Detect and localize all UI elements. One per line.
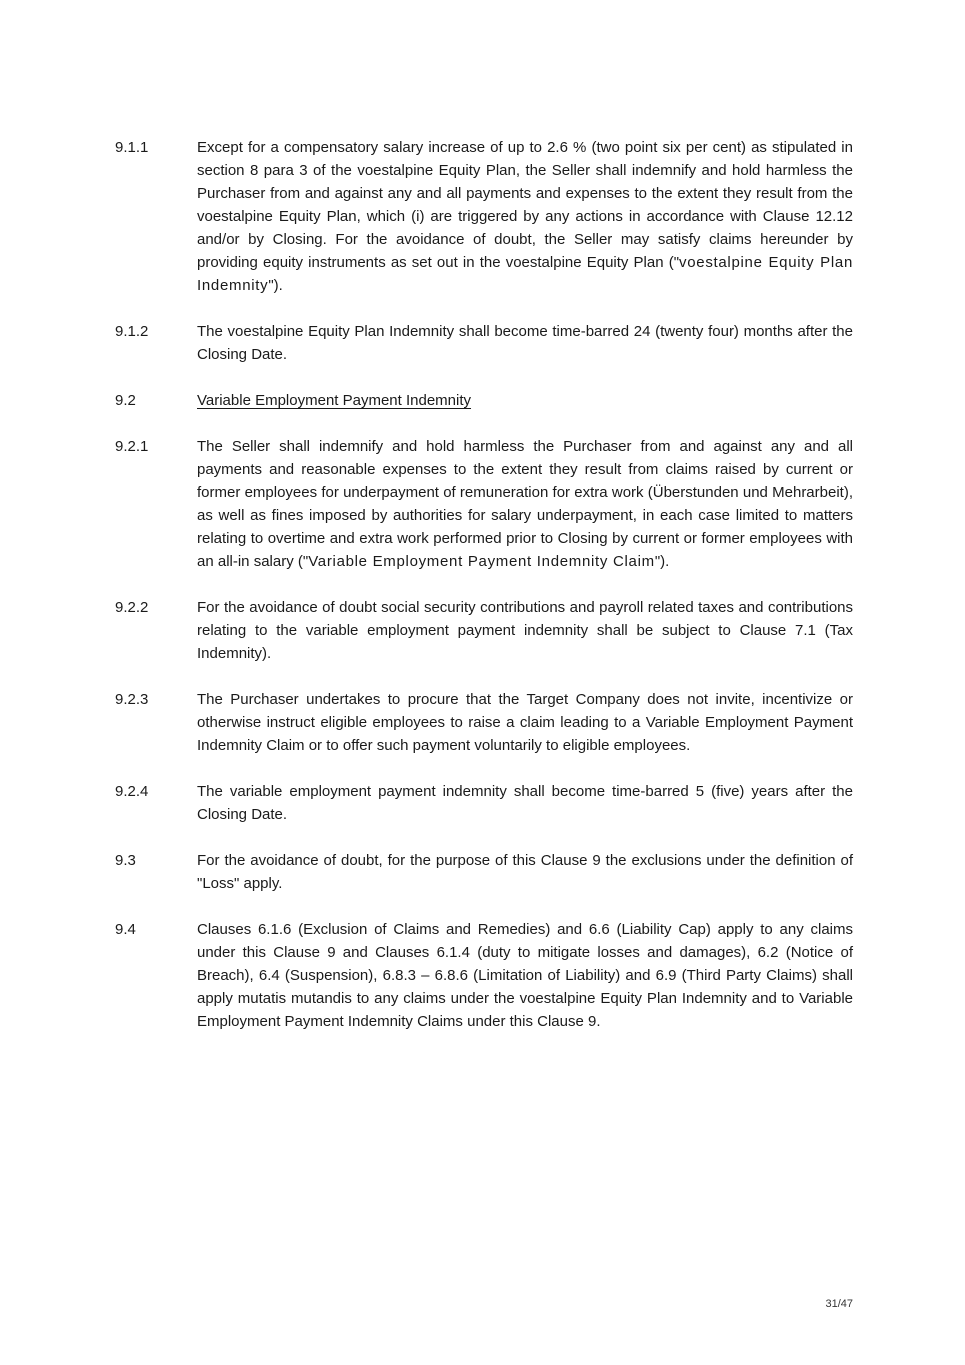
clause-9.1.1 [115, 136, 853, 297]
clause-number: 9.2.3 [115, 691, 149, 708]
clause-number: 9.1.1 [115, 139, 149, 156]
clause-text [197, 780, 853, 826]
clause-number: 9.2.2 [115, 599, 149, 616]
clause-9.2.4 [115, 780, 853, 826]
text-segment: For the avoidance of doubt, for the purpose of this Clause 9 the exclusions under the definition of "Loss" apply. [197, 852, 853, 892]
clause-list [115, 136, 853, 1056]
text-segment: The Purchaser undertakes to procure that the Target Company does not invite, incentivize or otherwise instruct eligible employees to raise a claim leading to a Variable Employment Payment Indemnity Claim or to offer such payment voluntarily to eligible employees. [197, 691, 853, 754]
text-segment: Clauses 6.1.6 (Exclusion of Claims and Remedies) and 6.6 (Liability Cap) apply to any claims under this Clause 9 and Clauses 6.1.4 (duty to mitigate losses and damages), 6.2 (Notice of Breach), 6.4 (Suspension), 6.8.3 – 6.8.6 (Limitation of Liability) and 6.9 (Third Party Claims) shall apply mutatis mutandis to any claims under the voestalpine Equity Plan Indemnity and to Variable Employment Payment Indemnity Claims under this Clause 9. [197, 921, 853, 1030]
clause-number: 9.1.2 [115, 323, 149, 340]
text-segment: The Seller shall indemnify and hold harmless the Purchaser from and against any and all payments and reasonable expenses to the extent they result from claims raised by current or former employees for underpayment of remuneration for extra work (Überstunden und Mehrarbeit), as well as fines imposed by authorities for salary underpayment, in each case limited to matters relating to overtime and extra work performed prior to Closing by current or former employees with an all-in salary (" [197, 438, 853, 570]
clause-9.2.1 [115, 435, 853, 573]
clause-9.3 [115, 849, 853, 895]
clause-text [197, 596, 853, 665]
clause-9.2.3 [115, 688, 853, 757]
text-segment: Except for a compensatory salary increase of up to 2.6 % (two point six per cent) as stipulated in section 8 para 3 of the voestalpine Equity Plan, the Seller shall indemnify and hold harmless the Purchaser from and against any and all payments and expenses to the extent they result from the voestalpine Equity Plan, which (i) are triggered by any actions in accordance with Clause 12.12 and/or by Closing. For the avoidance of doubt, the Seller may satisfy claims hereunder by providing equity instruments as set out in the voestalpine Equity Plan (" [197, 139, 853, 271]
clause-9.2.2 [115, 596, 853, 665]
page-number: 31/47 [825, 1298, 853, 1310]
clause-text [197, 849, 853, 895]
clause-number: 9.2.4 [115, 783, 149, 800]
text-segment: For the avoidance of doubt social security contributions and payroll related taxes and contributions relating to the variable employment payment indemnity shall be subject to Clause 7.1 (Tax Indemnity). [197, 599, 853, 662]
clause-9.1.2 [115, 320, 853, 366]
clause-text [197, 435, 853, 573]
clause-heading-text [197, 389, 853, 412]
text-segment: The variable employment payment indemnity shall become time-barred 5 (five) years after the Closing Date. [197, 783, 853, 823]
defined-term: voestalpine Equity Plan Indemnity [197, 254, 853, 294]
clause-9.4 [115, 918, 853, 1033]
defined-term: Variable Employment Payment Indemnity Claim [308, 553, 655, 570]
clause-text [197, 918, 853, 1033]
text-segment: "). [268, 277, 283, 294]
clause-number: 9.4 [115, 921, 136, 938]
clause-text [197, 688, 853, 757]
clause-9.2 [115, 389, 853, 412]
text-segment: Variable Employment Payment Indemnity [197, 392, 472, 409]
text-segment: The voestalpine Equity Plan Indemnity shall become time-barred 24 (twenty four) months after the Closing Date. [197, 323, 853, 363]
clause-text [197, 320, 853, 366]
text-segment: "). [654, 553, 670, 570]
clause-number: 9.2.1 [115, 438, 149, 455]
clause-number: 9.3 [115, 852, 136, 869]
clause-text [197, 136, 853, 297]
clause-number: 9.2 [115, 392, 136, 409]
